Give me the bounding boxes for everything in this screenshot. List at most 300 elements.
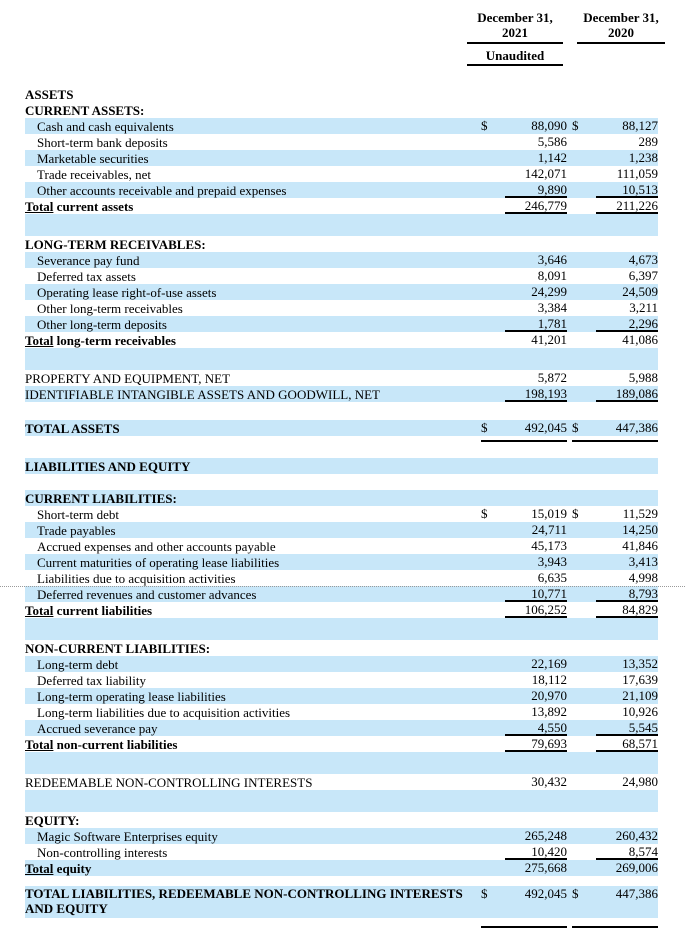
header-column-2020 (577, 10, 665, 44)
row-label (25, 387, 481, 402)
value-cell-2021 (481, 134, 567, 150)
label-underlined-part: Total (25, 332, 54, 348)
header-columns (25, 10, 658, 44)
header-date-line: December 31, (477, 10, 553, 25)
row-label (25, 491, 481, 506)
row-label (25, 886, 481, 916)
value-cell-2020 (572, 570, 658, 586)
value-2020: 289 (638, 134, 658, 149)
row-label (25, 523, 481, 538)
value-cell-2020 (572, 386, 658, 402)
value-cell-2021 (481, 774, 567, 790)
header-year-2021: 2021 (502, 25, 528, 40)
value-2020: 14,250 (622, 522, 658, 537)
value-cell-2020 (572, 506, 658, 522)
value-cell-2020 (572, 236, 658, 252)
value-cell-2020 (572, 102, 658, 118)
value-cell-2021 (481, 284, 567, 300)
table-row (25, 86, 658, 102)
label-underlined-part: Total (25, 736, 54, 752)
table-row (25, 618, 658, 640)
value-cell-2020 (572, 490, 658, 506)
value-cell-2021 (481, 300, 567, 316)
header-spacer (577, 48, 665, 66)
row-label (25, 689, 481, 704)
dollar-sign-2020: $ (572, 886, 579, 901)
value-cell-2020 (572, 844, 658, 860)
label-text: EQUITY: (25, 812, 80, 828)
label-text: Trade payables (37, 522, 116, 538)
table-row (25, 860, 658, 876)
label-text: Other accounts receivable and prepaid expenses (37, 182, 287, 198)
label-text: Long-term operating lease liabilities (37, 688, 226, 704)
label-text: Severance pay fund (37, 252, 140, 268)
row-label (25, 301, 481, 316)
value-cell-2020 (572, 876, 658, 886)
label-text: Short-term debt (37, 506, 119, 522)
value-cell-2021 (481, 570, 567, 586)
label-text: Other long-term deposits (37, 316, 167, 332)
table-row (25, 522, 658, 538)
table-row (25, 316, 658, 332)
value-2021: 41,201 (531, 332, 567, 347)
table-row (25, 332, 658, 348)
value-2020: 2,296 (628, 316, 658, 331)
value-cell-2020 (572, 268, 658, 284)
value-2021: 492,045 (524, 420, 567, 435)
value-cell-2020 (572, 166, 658, 182)
row-label (25, 775, 481, 790)
label-text: Deferred tax assets (37, 268, 136, 284)
value-cell-2020 (572, 688, 658, 704)
table-row (25, 474, 658, 490)
value-2021: 5,872 (537, 370, 567, 385)
page-break-line (0, 586, 685, 587)
row-label (25, 673, 481, 688)
value-cell-2021 (481, 102, 567, 118)
table-row (25, 640, 658, 656)
value-cell-2021 (481, 844, 567, 860)
value-2021: 5,586 (537, 134, 567, 149)
table-row (25, 774, 658, 790)
row-label (25, 371, 481, 386)
table-row (25, 134, 658, 150)
table-row (25, 386, 658, 402)
value-2021: 142,071 (524, 166, 567, 181)
value-2021: 24,711 (531, 522, 567, 537)
label-text: NON-CURRENT LIABILITIES: (25, 640, 211, 656)
value-cell-2020 (572, 370, 658, 386)
value-cell-2021 (481, 198, 567, 214)
value-cell-2021 (481, 640, 567, 656)
row-label (25, 167, 481, 182)
value-cell-2021 (481, 442, 567, 458)
value-2020: 11,529 (622, 506, 658, 521)
value-2021: 8,091 (537, 268, 567, 283)
label-text: REDEEMABLE NON-CONTROLLING INTERESTS (25, 774, 313, 790)
table-row (25, 506, 658, 522)
value-2021: 15,019 (531, 506, 567, 521)
value-2021: 88,090 (531, 118, 567, 133)
value-cell-2020 (572, 300, 658, 316)
value-2021: 13,892 (531, 704, 567, 719)
value-cell-2021 (481, 618, 567, 640)
label-underlined-part: Total (25, 602, 54, 618)
row-label (25, 721, 481, 736)
value-2021: 106,252 (524, 602, 567, 617)
label-text: TOTAL LIABILITIES, REDEEMABLE NON-CONTROLLING INTERESTS AND EQUITY (25, 886, 463, 916)
label-text: current liabilities (53, 602, 153, 618)
value-2020: 41,086 (622, 332, 658, 347)
value-2020: 6,397 (628, 268, 658, 283)
table-row (25, 442, 658, 458)
table-row (25, 402, 658, 420)
value-2020: 447,386 (615, 886, 658, 901)
value-2020: 211,226 (616, 198, 658, 213)
table-row (25, 268, 658, 284)
value-2020: 4,673 (628, 252, 658, 267)
value-cell-2021 (481, 672, 567, 688)
value-cell-2020 (572, 150, 658, 166)
value-cell-2021 (481, 118, 567, 134)
value-2021: 246,779 (524, 198, 567, 213)
value-2020: 3,413 (628, 554, 658, 569)
value-cell-2021 (481, 386, 567, 402)
row-label (25, 737, 481, 752)
value-cell-2021 (481, 252, 567, 268)
label-text: Short-term bank deposits (37, 134, 168, 150)
table-row (25, 828, 658, 844)
value-cell-2021 (481, 236, 567, 252)
value-cell-2021 (481, 182, 567, 198)
value-cell-2020 (572, 828, 658, 844)
value-cell-2021 (481, 704, 567, 720)
label-text: current assets (53, 198, 134, 214)
value-cell-2020 (572, 752, 658, 774)
row-label (25, 507, 481, 522)
table-row (25, 790, 658, 812)
label-text: ASSETS (25, 86, 74, 102)
label-text: long-term receivables (53, 332, 176, 348)
value-2020: 8,574 (628, 844, 658, 859)
label-underlined-part: Total (25, 198, 54, 214)
label-text: non-current liabilities (53, 736, 178, 752)
value-2020: 189,086 (615, 386, 658, 401)
table-row (25, 150, 658, 166)
value-cell-2021 (481, 586, 567, 602)
label-text: Operating lease right-of-use assets (37, 284, 217, 300)
row-label (25, 237, 481, 252)
table-row (25, 736, 658, 752)
value-2020: 10,513 (622, 182, 658, 197)
label-text: CURRENT LIABILITIES: (25, 490, 177, 506)
value-cell-2020 (572, 618, 658, 640)
value-cell-2021 (481, 490, 567, 506)
row-label (25, 845, 481, 860)
value-cell-2020 (572, 252, 658, 268)
value-cell-2021 (481, 828, 567, 844)
row-label (25, 183, 481, 198)
value-2021: 18,112 (531, 672, 567, 687)
label-text: Deferred tax liability (37, 672, 147, 688)
value-cell-2021 (481, 522, 567, 538)
row-label (25, 87, 481, 102)
value-2020: 260,432 (615, 828, 658, 843)
value-cell-2020 (572, 538, 658, 554)
row-label (25, 459, 481, 474)
value-cell-2020 (572, 522, 658, 538)
row-label (25, 333, 481, 348)
value-2020: 269,006 (615, 860, 658, 875)
value-2020: 24,980 (622, 774, 658, 789)
table-row (25, 370, 658, 386)
value-cell-2021 (481, 474, 567, 490)
value-cell-2021 (481, 214, 567, 236)
label-text: TOTAL ASSETS (25, 420, 120, 436)
table-header (25, 10, 658, 66)
value-2020: 13,352 (622, 656, 658, 671)
value-2020: 24,509 (622, 284, 658, 299)
table-row (25, 876, 658, 886)
value-2020: 84,829 (622, 602, 658, 617)
value-2020: 3,211 (629, 300, 658, 315)
table-row (25, 886, 658, 918)
value-2020: 68,571 (622, 736, 658, 751)
table-row (25, 458, 658, 474)
table-row (25, 844, 658, 860)
table-row (25, 236, 658, 252)
value-cell-2020 (572, 640, 658, 656)
value-cell-2021 (481, 790, 567, 812)
value-cell-2020 (572, 420, 658, 436)
row-label (25, 199, 481, 214)
table-row (25, 554, 658, 570)
value-cell-2020 (572, 790, 658, 812)
row-label (25, 587, 481, 602)
value-cell-2021 (481, 656, 567, 672)
value-2020: 1,238 (628, 150, 658, 165)
value-cell-2021 (481, 150, 567, 166)
header-column-2021 (467, 10, 563, 44)
value-2020: 111,059 (616, 166, 658, 181)
row-label (25, 571, 481, 586)
table-row (25, 602, 658, 618)
value-cell-2020 (572, 554, 658, 570)
label-text: Trade receivables, net (37, 166, 151, 182)
table-row (25, 348, 658, 370)
value-2021: 24,299 (531, 284, 567, 299)
value-cell-2021 (481, 370, 567, 386)
value-2021: 3,943 (537, 554, 567, 569)
value-cell-2020 (572, 918, 658, 928)
value-cell-2021 (481, 458, 567, 474)
value-2021: 10,420 (531, 844, 567, 859)
table-row (25, 704, 658, 720)
value-cell-2020 (572, 474, 658, 490)
value-cell-2021 (481, 812, 567, 828)
row-label (25, 603, 481, 618)
value-cell-2021 (481, 402, 567, 420)
table-row (25, 720, 658, 736)
value-2021: 265,248 (524, 828, 567, 843)
value-cell-2021 (481, 420, 567, 436)
label-text: PROPERTY AND EQUIPMENT, NET (25, 370, 231, 386)
value-cell-2020 (572, 134, 658, 150)
dollar-sign-2020: $ (572, 118, 579, 133)
row-label (25, 285, 481, 300)
table-row (25, 688, 658, 704)
value-cell-2021 (481, 688, 567, 704)
value-cell-2020 (572, 214, 658, 236)
row-label (25, 103, 481, 118)
table-row (25, 284, 658, 300)
label-text: Long-term debt (37, 656, 119, 672)
value-cell-2021 (481, 752, 567, 774)
dollar-sign-2021: $ (481, 886, 488, 901)
value-cell-2020 (572, 182, 658, 198)
value-cell-2021 (481, 918, 567, 928)
dollar-sign-2021: $ (481, 118, 488, 133)
label-text: CURRENT ASSETS: (25, 102, 145, 118)
value-2020: 447,386 (615, 420, 658, 435)
row-label (25, 861, 481, 876)
value-cell-2020 (572, 332, 658, 348)
table-row (25, 252, 658, 268)
table-row (25, 752, 658, 774)
value-cell-2020 (572, 118, 658, 134)
value-cell-2020 (572, 402, 658, 420)
value-2021: 6,635 (537, 570, 567, 585)
value-2020: 8,793 (628, 586, 658, 601)
row-label (25, 253, 481, 268)
row-label (25, 657, 481, 672)
value-cell-2020 (572, 86, 658, 102)
value-2021: 3,646 (537, 252, 567, 267)
header-note-row (25, 48, 658, 66)
value-2020: 5,545 (628, 720, 658, 735)
value-cell-2021 (481, 602, 567, 618)
value-2021: 4,550 (537, 720, 567, 735)
label-text: Accrued expenses and other accounts payable (37, 538, 276, 554)
value-cell-2021 (481, 554, 567, 570)
value-cell-2021 (481, 720, 567, 736)
row-label (25, 135, 481, 150)
value-cell-2020 (572, 586, 658, 602)
value-cell-2020 (572, 316, 658, 332)
value-2021: 198,193 (524, 386, 567, 401)
label-text: Deferred revenues and customer advances (37, 586, 257, 602)
value-cell-2021 (481, 316, 567, 332)
value-cell-2021 (481, 332, 567, 348)
table-row (25, 198, 658, 214)
table-row (25, 570, 658, 586)
value-cell-2020 (572, 348, 658, 370)
dollar-sign-2020: $ (572, 506, 579, 521)
value-cell-2020 (572, 886, 658, 902)
value-cell-2020 (572, 672, 658, 688)
row-label (25, 539, 481, 554)
label-text: Non-controlling interests (37, 844, 168, 860)
row-label (25, 269, 481, 284)
label-text: Long-term liabilities due to acquisition activities (37, 704, 291, 720)
value-cell-2021 (481, 86, 567, 102)
value-cell-2021 (481, 348, 567, 370)
value-2021: 20,970 (531, 688, 567, 703)
value-cell-2021 (481, 860, 567, 876)
row-label (25, 641, 481, 656)
dollar-sign-2021: $ (481, 506, 488, 521)
label-text: LONG-TERM RECEIVABLES: (25, 236, 206, 252)
unaudited-label: Unaudited (467, 48, 563, 66)
label-text: IDENTIFIABLE INTANGIBLE ASSETS AND GOODWILL, NET (25, 386, 380, 402)
value-2021: 9,890 (537, 182, 567, 197)
table-row (25, 214, 658, 236)
value-cell-2021 (481, 736, 567, 752)
header-year-2020: 2020 (608, 25, 634, 40)
table-row (25, 300, 658, 316)
label-text: Marketable securities (37, 150, 149, 166)
value-cell-2020 (572, 656, 658, 672)
label-text: Current maturities of operating lease liabilities (37, 554, 280, 570)
label-text: Liabilities due to acquisition activities (37, 570, 236, 586)
dollar-sign-2021: $ (481, 420, 488, 435)
value-2021: 10,771 (531, 586, 567, 601)
label-underlined-part: Total (25, 860, 54, 876)
value-2020: 4,998 (628, 570, 658, 585)
value-cell-2020 (572, 812, 658, 828)
table-row (25, 586, 658, 602)
row-label (25, 317, 481, 332)
table-row (25, 656, 658, 672)
row-label (25, 813, 481, 828)
value-2021: 1,142 (537, 150, 567, 165)
value-cell-2021 (481, 506, 567, 522)
value-2021: 3,384 (537, 300, 567, 315)
header-date-line: December 31, (583, 10, 659, 25)
table-row (25, 672, 658, 688)
value-2020: 17,639 (622, 672, 658, 687)
label-text: equity (53, 860, 92, 876)
table-row (25, 102, 658, 118)
balance-sheet-table (25, 86, 658, 928)
table-row (25, 118, 658, 134)
value-cell-2021 (481, 538, 567, 554)
label-text: Other long-term receivables (37, 300, 183, 316)
value-2020: 10,926 (622, 704, 658, 719)
value-2020: 21,109 (622, 688, 658, 703)
table-row (25, 490, 658, 506)
value-2021: 1,781 (537, 316, 567, 331)
table-row (25, 918, 658, 928)
value-2020: 41,846 (622, 538, 658, 553)
value-cell-2020 (572, 198, 658, 214)
row-label (25, 829, 481, 844)
row-label (25, 119, 481, 134)
value-cell-2021 (481, 166, 567, 182)
value-2021: 45,173 (531, 538, 567, 553)
value-cell-2020 (572, 736, 658, 752)
table-row (25, 420, 658, 436)
value-cell-2020 (572, 704, 658, 720)
value-2021: 275,668 (524, 860, 567, 875)
value-cell-2020 (572, 602, 658, 618)
table-row (25, 166, 658, 182)
value-cell-2021 (481, 268, 567, 284)
table-row (25, 182, 658, 198)
row-label (25, 705, 481, 720)
value-2020: 5,988 (628, 370, 658, 385)
value-2021: 492,045 (524, 886, 567, 901)
